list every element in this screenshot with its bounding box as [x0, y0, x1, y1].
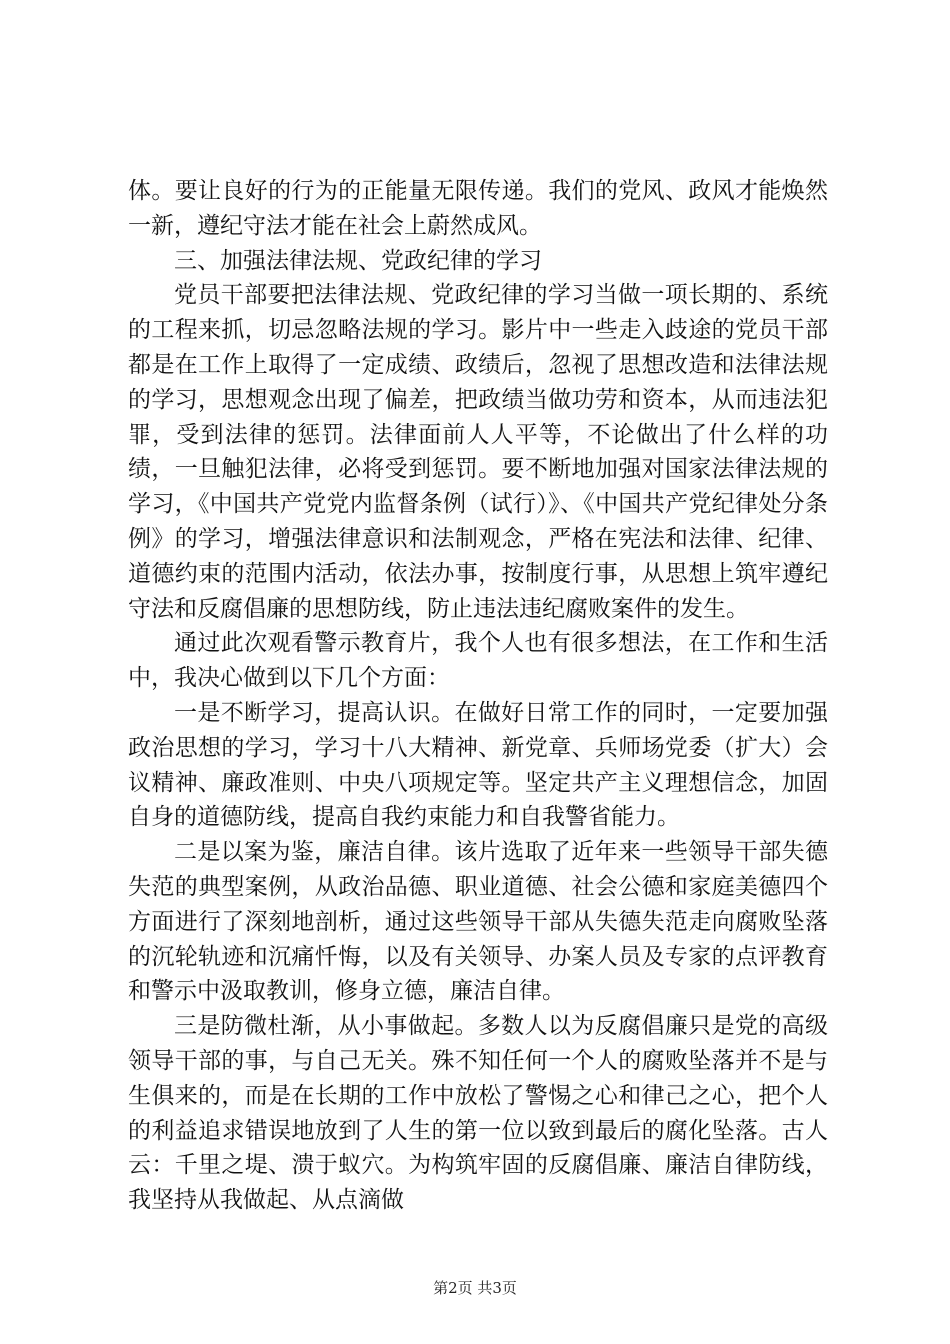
- page-footer: [0, 1278, 950, 1298]
- paragraph-law-study: 党员干部要把法律法规、党政纪律的学习当做一项长期的、系统的工程来抓，切忌忽略法规的学习。影片中一些走入歧途的党员干部都是在工作上取得了一定成绩、政绩后，忽视了思想改造和法律法规的学习，思想观念出现了偏差，把政绩当做功劳和资本，从而违法犯罪，受到法律的惩罚。法律面前人人平等，不论做出了什么样的功绩，一旦触犯法律，必将受到惩罚。要不断地加强对国家法律法规的学习，《中国共产党党内监督条例（试行）》、《中国共产党纪律处分条例》的学习，增强法律意识和法制观念，严格在宪法和法律、纪律、道德约束的范围内活动，依法办事，按制度行事，从思想上筑牢遵纪守法和反腐倡廉的思想防线，防止违法违纪腐败案件的发生。: [128, 282, 828, 622]
- paragraph-resolution-one: 一是不断学习，提高认识。在做好日常工作的同时，一定要加强政治思想的学习，学习十八大精神、新党章、兵师场党委（扩大）会议精神、廉政准则、中央八项规定等。坚定共产主义理想信念，加固自身的道德防线，提高自我约束能力和自我警省能力。: [128, 699, 828, 831]
- paragraph-intro-resolutions: 通过此次观看警示教育片，我个人也有很多想法，在工作和生活中，我决心做到以下几个方面：: [128, 630, 828, 692]
- paragraph-resolution-three: 三是防微杜渐，从小事做起。多数人以为反腐倡廉只是党的高级领导干部的事，与自己无关。殊不知任何一个人的腐败坠落并不是与生俱来的，而是在长期的工作中放松了警惕之心和律己之心，把个人的利益追求错误地放到了人生的第一位以致到最后的腐化坠落。古人云：千里之堤、溃于蚁穴。为构筑牢固的反腐倡廉、廉洁自律防线，我坚持从我做起、从点滴做: [128, 1013, 828, 1214]
- page-number-label: 第2页 共3页: [433, 1279, 517, 1297]
- document-body: [128, 174, 828, 1218]
- section-heading: 三、加强法律法规、党政纪律的学习: [174, 247, 542, 274]
- paragraph-continuation: 体。要让良好的行为的正能量无限传递。我们的党风、政风才能焕然一新，遵纪守法才能在社会上蔚然成风。: [128, 178, 828, 239]
- paragraph-resolution-two: 二是以案为鉴，廉洁自律。该片选取了近年来一些领导干部失德失范的典型案例，从政治品德、职业道德、社会公德和家庭美德四个方面进行了深刻地剖析，通过这些领导干部从失德失范走向腐败坠落的沉轮轨迹和沉痛忏悔，以及有关领导、办案人员及专家的点评教育和警示中汲取教训，修身立德，廉洁自律。: [128, 839, 828, 1005]
